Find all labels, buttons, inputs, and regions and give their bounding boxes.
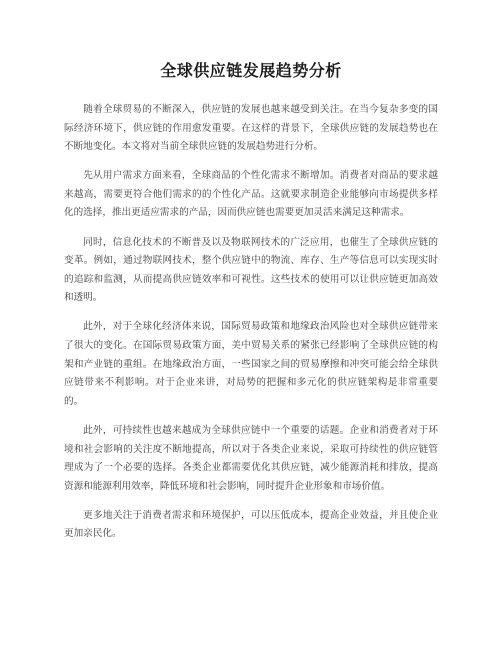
paragraph-2: 先从用户需求方面来看，全球商品的个性化需求不断增加。消费者对商品的要求越来越高，需要更符合他们需求的的个性化产品。这就要求制造企业能够向市场提供多样化的选择，推出更适应需求的产品，因而供应链也需要更加灵活来满足这种需求。 [64, 170, 438, 219]
document-body [64, 101, 438, 544]
paragraph-3: 同时，信息化技术的不断普及以及物联网技术的广泛应用，也催生了全球供应链的变革。例如，通过物联网技术，整个供应链中的物流、库存、生产等信息可以实现实时的追踪和监测，从而提高供应链效率和可视性。这些技术的使用可以让供应链更加高效和透明。 [64, 236, 438, 304]
paragraph-5: 此外，可持续性也越来越成为全球供应链中一个重要的话题。企业和消费者对于环境和社会影响的关注度不断地提高，所以对于各类企业来说，采取可持续性的供应链管理成为了一个必要的选择。各类企业都需要优化其供应链，减少能源消耗和排放，提高资源和能源利用效率，降低环境和社会影响，同时提升企业形象和市场价值。 [64, 424, 438, 492]
document-title: 全球供应链发展趋势分析 [160, 61, 342, 80]
paragraph-4: 此外，对于全球化经济体来说，国际贸易政策和地缘政治风险也对全球供应链带来了很大的变化。在国际贸易政策方面，美中贸易关系的紧张已经影响了全球供应链的构架和产业链的重组。在地缘政治方面，一些国家之间的贸易摩擦和冲突可能会给全球供应链带来不利影响。对于企业来讲，对局势的把握和多元化的供应链架构是非常重要的。 [64, 321, 438, 407]
paragraph-1: 随着全球贸易的不断深入，供应链的发展也越来越受到关注。在当今复杂多变的国际经济环境下，供应链的作用愈发重要。在这样的背景下，全球供应链的发展趋势也在不断地变化。本文将对当前全球供应链的发展趋势进行分析。 [64, 104, 438, 153]
paragraph-6: 更多地关注于消费者需求和环境保护，可以压低成本，提高企业效益，并且使企业更加亲民化。 [64, 509, 438, 540]
